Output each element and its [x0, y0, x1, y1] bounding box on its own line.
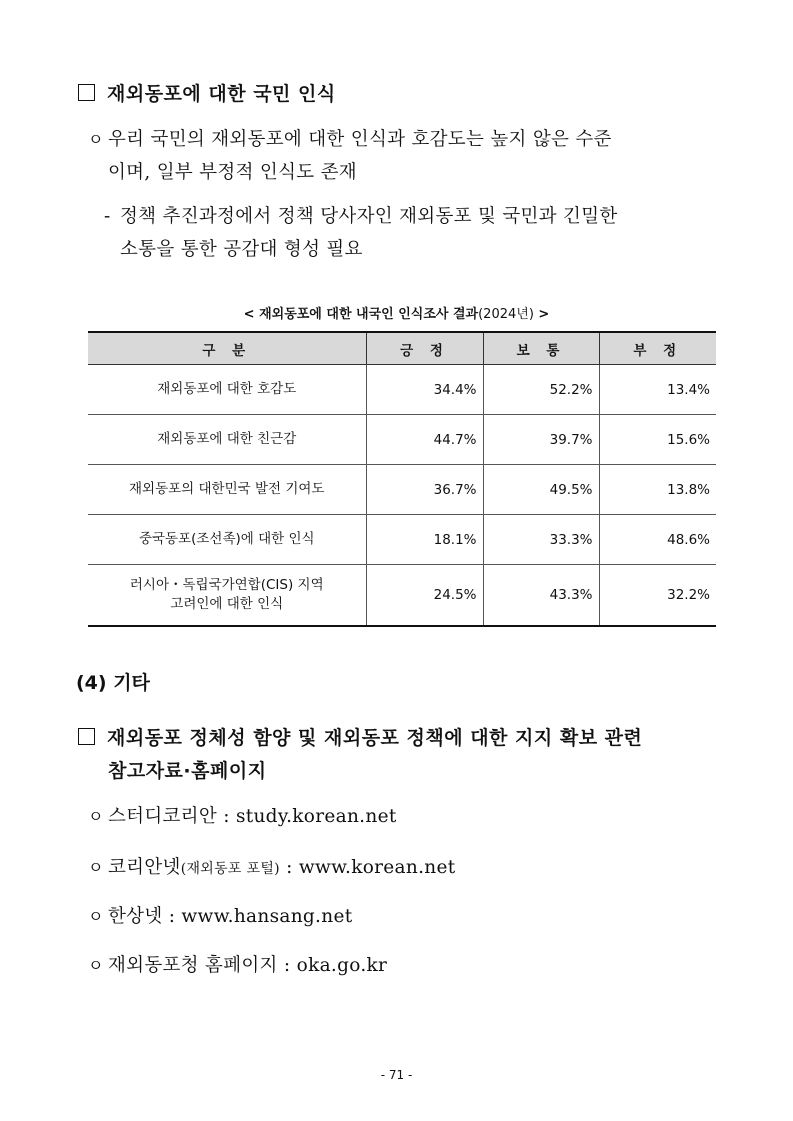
- section-heading-reference-sites: 재외동포 정체성 함양 및 재외동포 정책에 대한 지지 확보 관련 참고자료·홈페이지: [78, 722, 738, 788]
- cell-positive: 18.1%: [366, 515, 483, 565]
- cell-negative: 13.8%: [599, 465, 716, 515]
- cell-positive: 36.7%: [366, 465, 483, 515]
- table-caption: < 재외동포에 대한 내국인 인식조사 결과(2024년) >: [243, 307, 550, 322]
- table-row: [88, 465, 716, 515]
- dash-paragraph: - 정책 추진과정에서 정책 당사자인 재외동포 및 국민과 긴밀한 소통을 통한 공감대 형성 필요: [104, 200, 734, 266]
- row-label: 러시아・독립국가연합(CIS) 지역 고려인에 대한 인식: [88, 565, 366, 627]
- circle-bullet-icon: ㅇ: [88, 858, 104, 877]
- circle-bullet-icon: ㅇ: [88, 956, 104, 975]
- site-link[interactable]: www.hansang.net: [181, 906, 353, 927]
- site-link[interactable]: www.korean.net: [298, 857, 456, 878]
- checkbox-square-icon: [78, 84, 95, 101]
- header-positive: 긍 정: [366, 332, 483, 365]
- bullet-paragraph: ㅇ 우리 국민의 재외동포에 대한 인식과 호감도는 높지 않은 수준 이며, 일부 부정적 인식도 존재: [88, 123, 728, 189]
- cell-positive: 34.4%: [366, 365, 483, 415]
- table-row: [88, 515, 716, 565]
- list-item: ㅇ 스터디코리안 : study.korean.net: [88, 806, 397, 827]
- circle-bullet-icon: ㅇ: [88, 130, 104, 149]
- table-header-row: [88, 332, 716, 365]
- section-heading-public-perception: 재외동포에 대한 국민 인식: [78, 79, 336, 106]
- row-label: 중국동포(조선족)에 대한 인식: [88, 515, 366, 565]
- cell-neutral: 43.3%: [483, 565, 599, 627]
- circle-bullet-icon: ㅇ: [88, 907, 104, 926]
- checkbox-square-icon: [78, 728, 95, 745]
- perception-survey-table: [88, 331, 716, 627]
- list-item: ㅇ 코리안넷(재외동포 포털) : www.korean.net: [88, 857, 456, 878]
- site-link[interactable]: study.korean.net: [235, 806, 397, 827]
- cell-negative: 48.6%: [599, 515, 716, 565]
- table-row: [88, 415, 716, 465]
- cell-neutral: 52.2%: [483, 365, 599, 415]
- cell-negative: 13.4%: [599, 365, 716, 415]
- page-number: - 71 -: [380, 1068, 413, 1082]
- section-heading-other: (4) 기타: [76, 672, 150, 694]
- row-label: 재외동포에 대한 호감도: [88, 365, 366, 415]
- header-negative: 부 정: [599, 332, 716, 365]
- cell-neutral: 49.5%: [483, 465, 599, 515]
- table-row: [88, 365, 716, 415]
- list-item: ㅇ 재외동포청 홈페이지 : oka.go.kr: [88, 955, 388, 976]
- list-item: ㅇ 한상넷 : www.hansang.net: [88, 906, 353, 927]
- circle-bullet-icon: ㅇ: [88, 807, 104, 826]
- header-neutral: 보 통: [483, 332, 599, 365]
- dash-bullet: -: [104, 206, 111, 227]
- row-label: 재외동포에 대한 친근감: [88, 415, 366, 465]
- cell-positive: 24.5%: [366, 565, 483, 627]
- cell-positive: 44.7%: [366, 415, 483, 465]
- site-link[interactable]: oka.go.kr: [296, 955, 388, 976]
- cell-neutral: 39.7%: [483, 415, 599, 465]
- cell-negative: 32.2%: [599, 565, 716, 627]
- cell-negative: 15.6%: [599, 415, 716, 465]
- header-category: 구 분: [88, 332, 366, 365]
- row-label: 재외동포의 대한민국 발전 기여도: [88, 465, 366, 515]
- cell-neutral: 33.3%: [483, 515, 599, 565]
- table-row: [88, 565, 716, 627]
